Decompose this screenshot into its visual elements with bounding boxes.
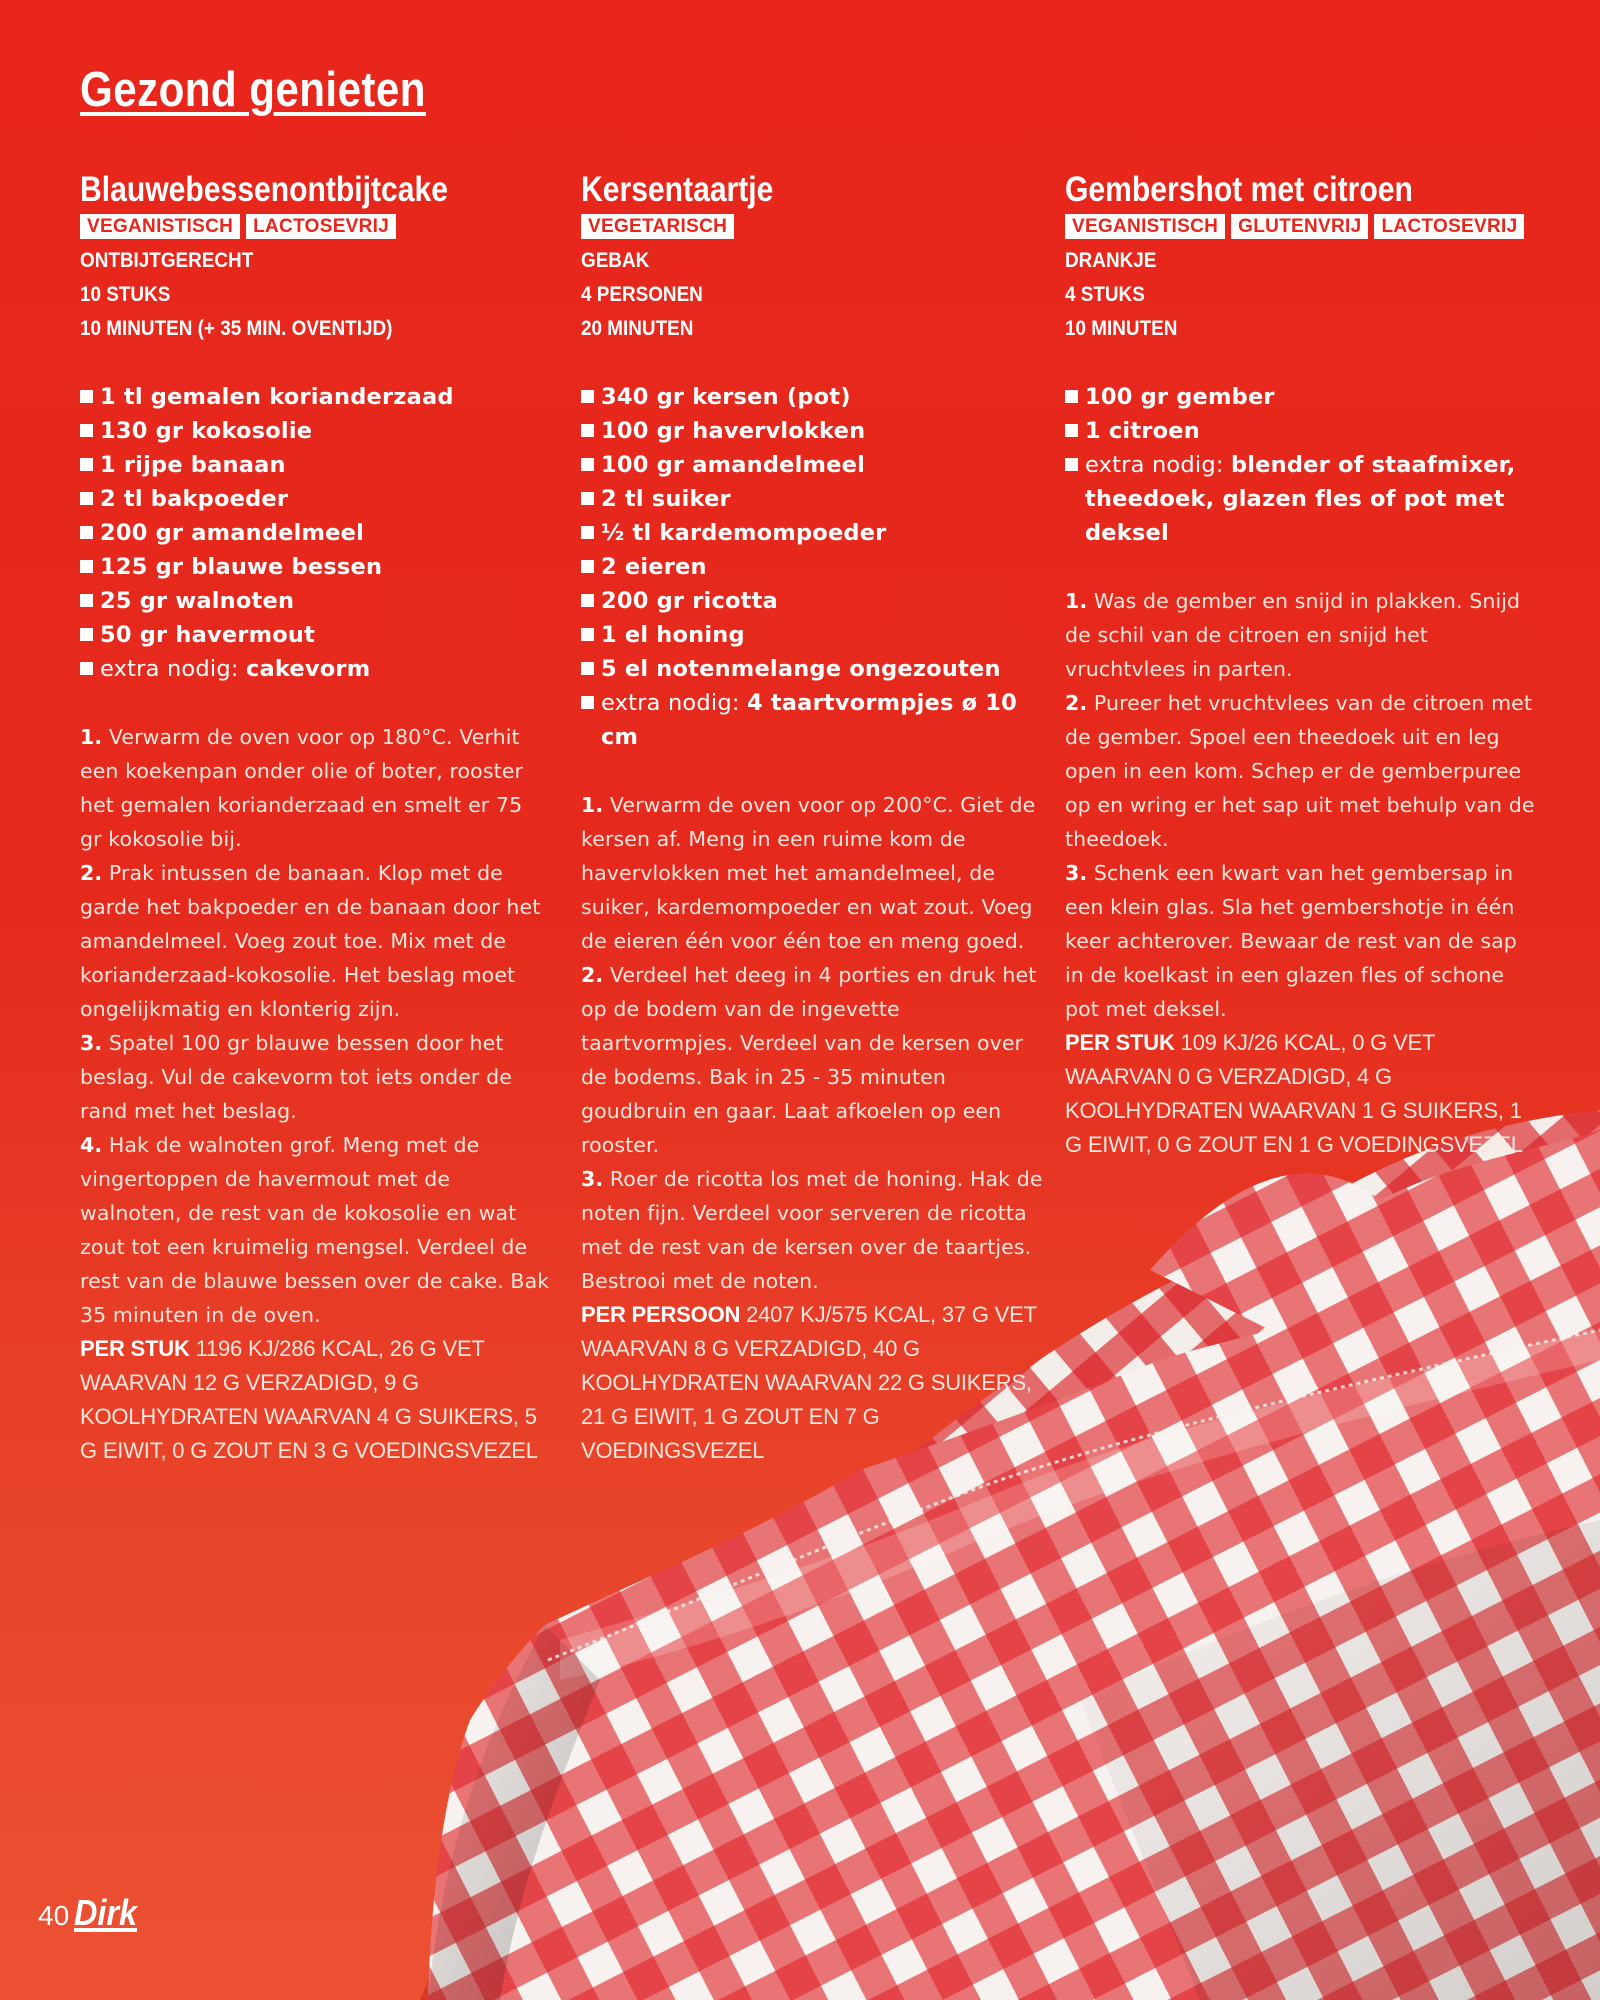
ingredient-item xyxy=(581,550,1051,584)
ingredient-item xyxy=(581,414,1051,448)
bullet-square-icon xyxy=(581,526,594,539)
ingredient-list xyxy=(80,380,550,686)
step-text: Schenk een kwart van het gembersap in een klein glas. Sla het gembershotje in één keer achterover. Bewaar de rest van de sap in de koelkast in een glazen fles of schone pot met deksel. xyxy=(1065,861,1517,1021)
step-text: Verwarm de oven voor op 200°C. Giet de kersen af. Meng in een ruime kom de havervlokken met het amandelmeel, de suiker, kardemompoeder en wat zout. Voeg de eieren één voor één toe en meng goed. xyxy=(581,793,1036,953)
ingredient-item xyxy=(80,550,550,584)
recipe-time: 20 MINUTEN xyxy=(581,317,694,340)
ingredient-item xyxy=(581,482,1051,516)
nutrition-text: 1196 KJ/286 KCAL, 26 G VET WAARVAN 12 G VERZADIGD, 9 G KOOLHYDRATEN WAARVAN 4 G SUIKERS, 5 G EIWIT, 0 G ZOUT EN 3 G VOEDINGSVEZEL xyxy=(80,1336,538,1463)
ingredient-text: 2 eieren xyxy=(601,554,707,580)
ingredient-text: 100 gr havervlokken xyxy=(601,418,866,444)
ingredient-item xyxy=(1065,414,1535,448)
step-list xyxy=(1065,584,1535,1026)
step xyxy=(581,958,1051,1162)
recipe-category: ONTBIJTGERECHT xyxy=(80,249,254,272)
step-text: Was de gember en snijd in plakken. Snijd de schil van de citroen en snijd het vruchtvlees in parten. xyxy=(1065,589,1521,681)
bullet-square-icon xyxy=(80,662,93,675)
bullet-square-icon xyxy=(80,458,93,471)
step-number: 1. xyxy=(1065,589,1088,613)
step xyxy=(581,1162,1051,1298)
bullet-square-icon xyxy=(80,390,93,403)
ingredient-text: 1 rijpe banaan xyxy=(100,452,286,478)
ingredient-item xyxy=(80,584,550,618)
page-number: 40 xyxy=(38,1900,70,1931)
step xyxy=(80,1026,550,1128)
ingredient-text: 1 citroen xyxy=(1085,418,1200,444)
ingredient-text: 2 tl suiker xyxy=(601,486,731,512)
step xyxy=(80,1128,550,1332)
ingredient-text: 100 gr gember xyxy=(1085,384,1275,410)
ingredient-item xyxy=(80,516,550,550)
ingredient-prefix: extra nodig: xyxy=(1085,452,1231,478)
step-number: 4. xyxy=(80,1133,103,1157)
ingredient-text: 5 el notenmelange ongezouten xyxy=(601,656,1001,682)
diet-tag: VEGANISTISCH xyxy=(80,214,240,239)
recipe-time: 10 MINUTEN (+ 35 MIN. OVENTIJD) xyxy=(80,317,393,340)
step-number: 3. xyxy=(1065,861,1088,885)
step xyxy=(80,856,550,1026)
recipe-meta xyxy=(581,244,1051,346)
bullet-square-icon xyxy=(80,526,93,539)
recipe-title: Blauwebessenontbijtcake xyxy=(80,170,449,209)
nutrition-lead: PER PERSOON xyxy=(581,1302,741,1327)
bullet-square-icon xyxy=(80,492,93,505)
diet-tag: VEGANISTISCH xyxy=(1065,214,1225,239)
recipe-title: Kersentaartje xyxy=(581,170,774,209)
recipe-column-1 xyxy=(80,168,550,1468)
ingredient-item xyxy=(581,686,1051,754)
nutrition-info xyxy=(80,1332,550,1468)
ingredient-text: 130 gr kokosolie xyxy=(100,418,313,444)
ingredient-item xyxy=(581,516,1051,550)
bullet-square-icon xyxy=(80,628,93,641)
ingredient-text: 50 gr havermout xyxy=(100,622,316,648)
step-text: Prak intussen de banaan. Klop met de garde het bakpoeder en de banaan door het amandelmeel. Voeg zout toe. Mix met de korianderzaad-kokosolie. Het beslag moet ongelijkmatig en klonterig zijn. xyxy=(80,861,541,1021)
step xyxy=(1065,686,1535,856)
diet-tag: LACTOSEVRIJ xyxy=(246,214,396,239)
diet-tag: VEGETARISCH xyxy=(581,214,734,239)
bullet-square-icon xyxy=(581,628,594,641)
ingredient-item xyxy=(581,448,1051,482)
ingredient-prefix: extra nodig: xyxy=(601,690,747,716)
ingredient-text: blender of staafmixer, theedoek, glazen fles of pot met deksel xyxy=(1085,452,1516,546)
ingredient-text: 200 gr ricotta xyxy=(601,588,778,614)
brand-logo: Dirk xyxy=(73,1892,137,1933)
bullet-square-icon xyxy=(80,560,93,573)
bullet-square-icon xyxy=(80,424,93,437)
step-text: Verdeel het deeg in 4 porties en druk het op de bodem van de ingevette taartvormpjes. Verdeel van de kersen over de bodems. Bak in 25 - 35 minuten goudbruin en gaar. Laat afkoelen op een rooster. xyxy=(581,963,1037,1157)
ingredient-item xyxy=(581,652,1051,686)
ingredient-text: ½ tl kardemompoeder xyxy=(601,520,887,546)
nutrition-lead: PER STUK xyxy=(80,1336,190,1361)
nutrition-info xyxy=(581,1298,1051,1468)
step-text: Verwarm de oven voor op 180°C. Verhit een koekenpan onder olie of boter, rooster het gemalen korianderzaad en smelt er 75 gr kokosolie bij. xyxy=(80,725,523,851)
ingredient-item xyxy=(1065,448,1535,550)
ingredient-list xyxy=(581,380,1051,754)
recipe-servings: 10 STUKS xyxy=(80,283,171,306)
ingredient-item xyxy=(581,618,1051,652)
diet-tags xyxy=(581,214,1051,240)
recipe-title: Gembershot met citroen xyxy=(1065,170,1413,209)
recipe-column-2 xyxy=(581,168,1051,1468)
bullet-square-icon xyxy=(581,492,594,505)
bullet-square-icon xyxy=(1065,390,1078,403)
step-number: 2. xyxy=(80,861,103,885)
nutrition-text: 2407 KJ/575 KCAL, 37 G VET WAARVAN 8 G VERZADIGD, 40 G KOOLHYDRATEN WAARVAN 22 G SUIKERS, 21 G EIWIT, 1 G ZOUT EN 7 G VOEDINGSVEZEL xyxy=(581,1302,1037,1463)
recipe-column-3 xyxy=(1065,168,1535,1162)
ingredient-item xyxy=(581,584,1051,618)
recipe-meta xyxy=(1065,244,1535,346)
ingredient-item xyxy=(581,380,1051,414)
recipe-servings: 4 PERSONEN xyxy=(581,283,703,306)
bullet-square-icon xyxy=(581,424,594,437)
step-number: 2. xyxy=(581,963,604,987)
ingredient-list xyxy=(1065,380,1535,550)
step-text: Spatel 100 gr blauwe bessen door het beslag. Vul de cakevorm tot iets onder de rand met het beslag. xyxy=(80,1031,512,1123)
step-number: 1. xyxy=(80,725,103,749)
recipe-category: GEBAK xyxy=(581,249,650,272)
ingredient-item xyxy=(1065,380,1535,414)
step-list xyxy=(581,788,1051,1298)
ingredient-text: 125 gr blauwe bessen xyxy=(100,554,383,580)
bullet-square-icon xyxy=(581,662,594,675)
ingredient-item xyxy=(80,380,550,414)
step xyxy=(1065,856,1535,1026)
step xyxy=(581,788,1051,958)
bullet-square-icon xyxy=(581,458,594,471)
bullet-square-icon xyxy=(1065,458,1078,471)
recipe-time: 10 MINUTEN xyxy=(1065,317,1178,340)
step-text: Pureer het vruchtvlees van de citroen met de gember. Spoel een theedoek uit en leg open in een kom. Schep er de gemberpuree op en wring er het sap uit met behulp van de theedoek. xyxy=(1065,691,1535,851)
ingredient-item xyxy=(80,448,550,482)
page-title: Gezond genieten xyxy=(80,63,426,117)
bullet-square-icon xyxy=(581,390,594,403)
step-list xyxy=(80,720,550,1332)
bullet-square-icon xyxy=(581,696,594,709)
ingredient-text: cakevorm xyxy=(245,656,371,682)
step-number: 2. xyxy=(1065,691,1088,715)
diet-tags xyxy=(1065,214,1535,240)
ingredient-text: 200 gr amandelmeel xyxy=(100,520,365,546)
nutrition-info xyxy=(1065,1026,1535,1162)
recipe-servings: 4 STUKS xyxy=(1065,283,1145,306)
ingredient-text: 1 el honing xyxy=(601,622,745,648)
step-number: 3. xyxy=(80,1031,103,1055)
recipe-meta xyxy=(80,244,550,346)
bullet-square-icon xyxy=(581,560,594,573)
bullet-square-icon xyxy=(581,594,594,607)
nutrition-text: 109 KJ/26 KCAL, 0 G VET WAARVAN 0 G VERZADIGD, 4 G KOOLHYDRATEN WAARVAN 1 G SUIKERS, 1 G EIWIT, 0 G ZOUT EN 1 G VOEDINGSVEZEL xyxy=(1065,1030,1523,1157)
diet-tag: LACTOSEVRIJ xyxy=(1374,214,1524,239)
step-text: Hak de walnoten grof. Meng met de vingertoppen de havermout met de walnoten, de rest van de kokosolie en wat zout tot een kruimelig mengsel. Verdeel de rest van de blauwe bessen over de cake. Bak 35 minuten in de oven. xyxy=(80,1133,550,1327)
bullet-square-icon xyxy=(80,594,93,607)
ingredient-text: 4 taartvormpjes ø 10 cm xyxy=(601,690,1017,750)
ingredient-item xyxy=(80,618,550,652)
ingredient-item xyxy=(80,652,550,686)
nutrition-lead: PER STUK xyxy=(1065,1030,1175,1055)
diet-tags xyxy=(80,214,550,240)
page-footer xyxy=(38,1892,144,1934)
ingredient-text: 2 tl bakpoeder xyxy=(100,486,289,512)
ingredient-text: 25 gr walnoten xyxy=(100,588,295,614)
step xyxy=(1065,584,1535,686)
bullet-square-icon xyxy=(1065,424,1078,437)
ingredient-text: 1 tl gemalen korianderzaad xyxy=(100,384,454,410)
ingredient-prefix: extra nodig: xyxy=(100,656,246,682)
step-text: Roer de ricotta los met de honing. Hak de noten fijn. Verdeel voor serveren de ricotta met de rest van de kersen over de taartjes. Bestrooi met de noten. xyxy=(581,1167,1043,1293)
recipe-category: DRANKJE xyxy=(1065,249,1157,272)
ingredient-item xyxy=(80,482,550,516)
diet-tag: GLUTENVRIJ xyxy=(1231,214,1368,239)
ingredient-text: 100 gr amandelmeel xyxy=(601,452,866,478)
ingredient-item xyxy=(80,414,550,448)
step-number: 1. xyxy=(581,793,604,817)
step-number: 3. xyxy=(581,1167,604,1191)
step xyxy=(80,720,550,856)
ingredient-text: 340 gr kersen (pot) xyxy=(601,384,851,410)
